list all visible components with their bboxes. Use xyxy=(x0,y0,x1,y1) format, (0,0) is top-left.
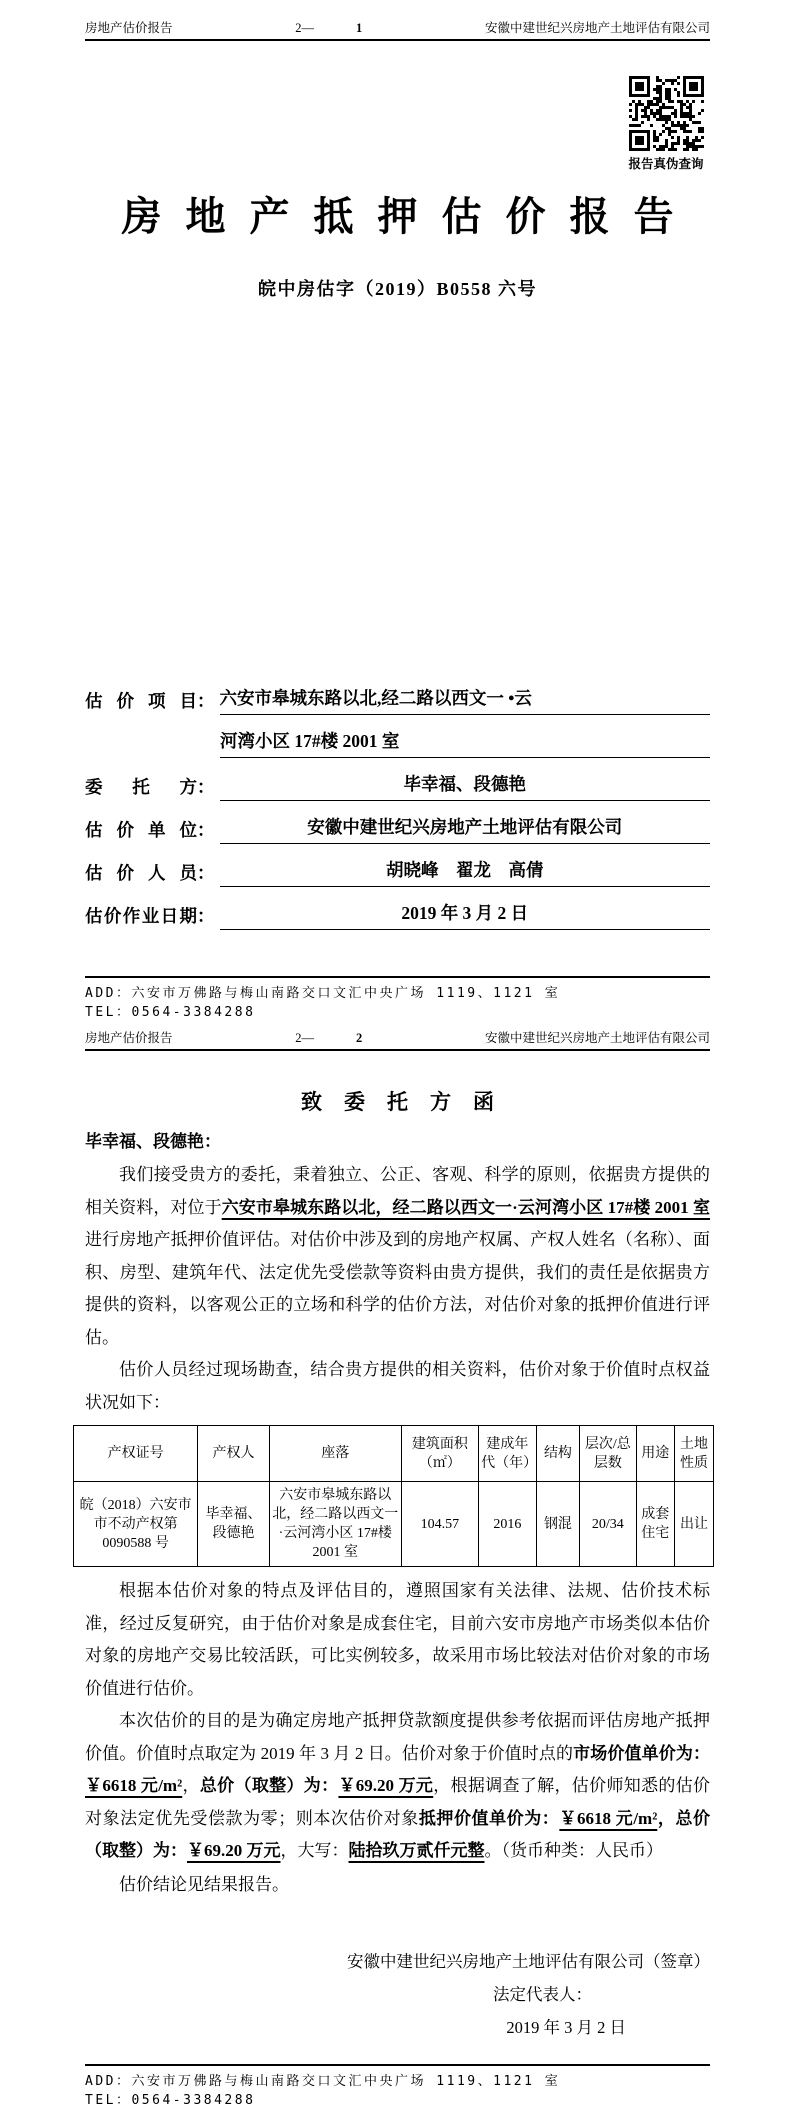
th-owner: 产权人 xyxy=(198,1426,270,1482)
p1-text: 进行房地产抵押价值评估。对估价中涉及到的房地产权属、产权人姓名（名称）、面积、房型、建筑年代、法定优先受偿款等资料由贵方提供，我们的责任是依据贵方提供的资料，以客观公正的立场和科学的估价方法，对估价对象的抵押价值进行评估。 xyxy=(85,1230,710,1347)
form-label-client: 委 托 方 ： xyxy=(85,774,215,801)
header-page-prefix: 2— xyxy=(295,21,314,35)
report-title: 房地产抵押估价报告 xyxy=(121,194,698,239)
qr-code-icon xyxy=(629,76,704,151)
p4-total-price: ￥69.20 万元 xyxy=(338,1776,434,1795)
form-value-project-line2: 河湾小区 17#楼 2001 室 xyxy=(220,728,710,758)
form-value-agency: 安徽中建世纪兴房地产土地评估有限公司 xyxy=(220,814,711,844)
th-floor-level: 层次/总层数 xyxy=(580,1426,636,1482)
property-table xyxy=(73,1425,714,1567)
cover-form xyxy=(85,685,710,930)
td-floor-level: 20/34 xyxy=(580,1482,636,1567)
th-structure: 结构 xyxy=(536,1426,580,1482)
form-value-project-line1: 六安市皋城东路以北,经二路以西文一 •云 xyxy=(220,685,711,715)
page-2 xyxy=(79,1022,711,2126)
form-row-project xyxy=(85,685,710,715)
p4-amount-in-words: 陆拾玖万贰仟元整 xyxy=(348,1841,485,1860)
letter-paragraph-4 xyxy=(85,1705,710,1868)
page-1 xyxy=(85,0,710,1022)
th-floor-area: 建筑面积（㎡） xyxy=(401,1426,478,1482)
header-page-indicator xyxy=(295,1030,362,1046)
p4-mortgage-total: ￥69.20 万元 xyxy=(187,1841,281,1860)
form-row-project-continued xyxy=(215,728,710,758)
footer-tel: TEL：0564-3384288 xyxy=(85,2092,256,2108)
td-owner: 毕幸福、段德艳 xyxy=(198,1482,270,1567)
p1-property-address: 六安市皋城东路以北，经二路以西文一·云河湾小区 17#楼 2001 室 xyxy=(221,1197,711,1217)
page1-header xyxy=(85,0,710,41)
letter-paragraph-1 xyxy=(85,1159,710,1354)
td-year-built: 2016 xyxy=(479,1482,537,1567)
doc-number: 皖中房估字（2019）B0558 六号 xyxy=(257,279,537,299)
form-label-date: 估价作业日期 ： xyxy=(85,903,215,930)
letter-title: 致委托方函 xyxy=(301,1090,516,1114)
p4-text: ，大写： xyxy=(280,1841,349,1860)
p4-text: ， xyxy=(182,1776,200,1795)
form-row-agency xyxy=(85,814,710,844)
p4-text: ， xyxy=(657,1808,676,1828)
p1-text: 我们接受贵方的委托，秉着独立、公正、客观、科学的原则，依据贵方提供的相关资料，对位于 xyxy=(85,1165,710,1217)
signature-company: 安徽中建世纪兴房地产土地评估有限公司（签章） xyxy=(347,1952,710,1971)
table-data-row xyxy=(74,1482,714,1567)
letter-salutation: 毕幸福、段德艳： xyxy=(85,1132,221,1151)
footer-address: ADD：六安市万佛路与梅山南路交口文汇中央广场 1119、1121 室 xyxy=(85,986,561,1001)
form-label-staff: 估 价 人 员 ： xyxy=(85,860,215,887)
page1-footer xyxy=(85,976,710,1022)
th-year-built: 建成年代（年） xyxy=(479,1426,537,1482)
header-page-prefix: 2— xyxy=(295,1031,314,1045)
colon: ： xyxy=(197,906,215,926)
p4-mortgage-unit-price: ￥6618 元/m² xyxy=(559,1808,658,1828)
header-page-number: 1 xyxy=(356,21,363,35)
colon: ： xyxy=(197,863,215,883)
signature-block xyxy=(85,1945,710,2044)
header-company: 安徽中建世纪兴房地产土地评估有限公司 xyxy=(484,21,710,35)
p4-mortgage-total-label: 总价（取整）为： xyxy=(85,1808,711,1860)
th-use: 用途 xyxy=(636,1426,674,1482)
qr-caption: 报告真伪查询 xyxy=(628,157,704,171)
td-land-nature: 出让 xyxy=(674,1482,713,1567)
header-doc-type: 房地产估价报告 xyxy=(85,1031,173,1045)
form-row-staff xyxy=(85,857,710,887)
p4-market-unit-price: ￥6618 元/m² xyxy=(85,1776,183,1795)
p4-text: ，根据调查了解，估价师知悉的估价对象法定优先受偿款为零；则本次估价对象 xyxy=(85,1776,711,1828)
form-value-client: 毕幸福、段德艳 xyxy=(220,771,711,801)
header-company: 安徽中建世纪兴房地产土地评估有限公司 xyxy=(484,1031,710,1045)
form-row-date xyxy=(85,900,710,930)
header-page-number: 2 xyxy=(356,1031,363,1045)
td-floor-area: 104.57 xyxy=(401,1482,478,1567)
footer-tel: TEL：0564-3384288 xyxy=(85,1004,256,1020)
page2-header xyxy=(85,1022,710,1051)
page2-footer xyxy=(85,2064,710,2126)
p4-text: 。（货币种类：人民币） xyxy=(484,1841,663,1860)
form-value-date: 2019 年 3 月 2 日 xyxy=(220,900,711,930)
signature-legal-rep: 法定代表人： xyxy=(493,1985,592,2004)
p4-text: 本次估价的目的是为确定房地产抵押贷款额度提供参考依据而评估房地产抵押价值。价值时点取定为 2019 年 3 月 2 日。估价对象于价值时点的 xyxy=(85,1711,710,1763)
colon: ： xyxy=(197,691,215,711)
table-header-row xyxy=(74,1426,714,1482)
colon: ： xyxy=(197,777,215,797)
p4-mortgage-unit-price-label: 抵押价值单价为： xyxy=(418,1808,560,1828)
letter-paragraph-3: 根据本估价对象的特点及评估目的，遵照国家有关法律、法规、估价技术标准，经过反复研究，由于估价对象是成套住宅，目前六安市房地产市场类似本估价对象的房地产交易比较活跃，可比实例较多，故采用市场比较法对估价对象的市场价值进行估价。 xyxy=(85,1581,710,1698)
td-location: 六安市皋城东路以北，经二路以西文一 ·云河湾小区 17#楼 2001 室 xyxy=(269,1482,401,1567)
th-location: 座落 xyxy=(269,1426,401,1482)
form-value-staff: 胡晓峰 翟龙 高倩 xyxy=(220,857,711,887)
td-structure: 钢混 xyxy=(536,1482,580,1567)
td-cert-number: 皖（2018）六安市市不动产权第 0090588 号 xyxy=(74,1482,198,1567)
th-cert-number: 产权证号 xyxy=(74,1426,198,1482)
p4-total-price-label: 总价（取整）为： xyxy=(199,1776,339,1795)
letter-paragraph-2: 估价人员经过现场勘查，结合贵方提供的相关资料，估价对象于价值时点权益状况如下： xyxy=(85,1360,710,1412)
td-use: 成套住宅 xyxy=(636,1482,674,1567)
header-doc-type: 房地产估价报告 xyxy=(85,21,173,35)
header-page-indicator xyxy=(295,20,362,36)
signature-date: 2019 年 3 月 2 日 xyxy=(506,2018,626,2037)
p4-market-unit-price-label: 市场价值单价为： xyxy=(573,1743,711,1763)
colon: ： xyxy=(197,820,215,840)
th-land-nature: 土地性质 xyxy=(674,1426,713,1482)
qr-block xyxy=(622,76,710,172)
form-row-client xyxy=(85,771,710,801)
form-label-agency: 估 价 单 位 ： xyxy=(85,817,215,844)
footer-address: ADD：六安市万佛路与梅山南路交口文汇中央广场 1119、1121 室 xyxy=(85,2074,561,2089)
form-label-project: 估 价 项 目 ： xyxy=(85,688,215,715)
letter-paragraph-5: 估价结论见结果报告。 xyxy=(119,1874,289,1894)
